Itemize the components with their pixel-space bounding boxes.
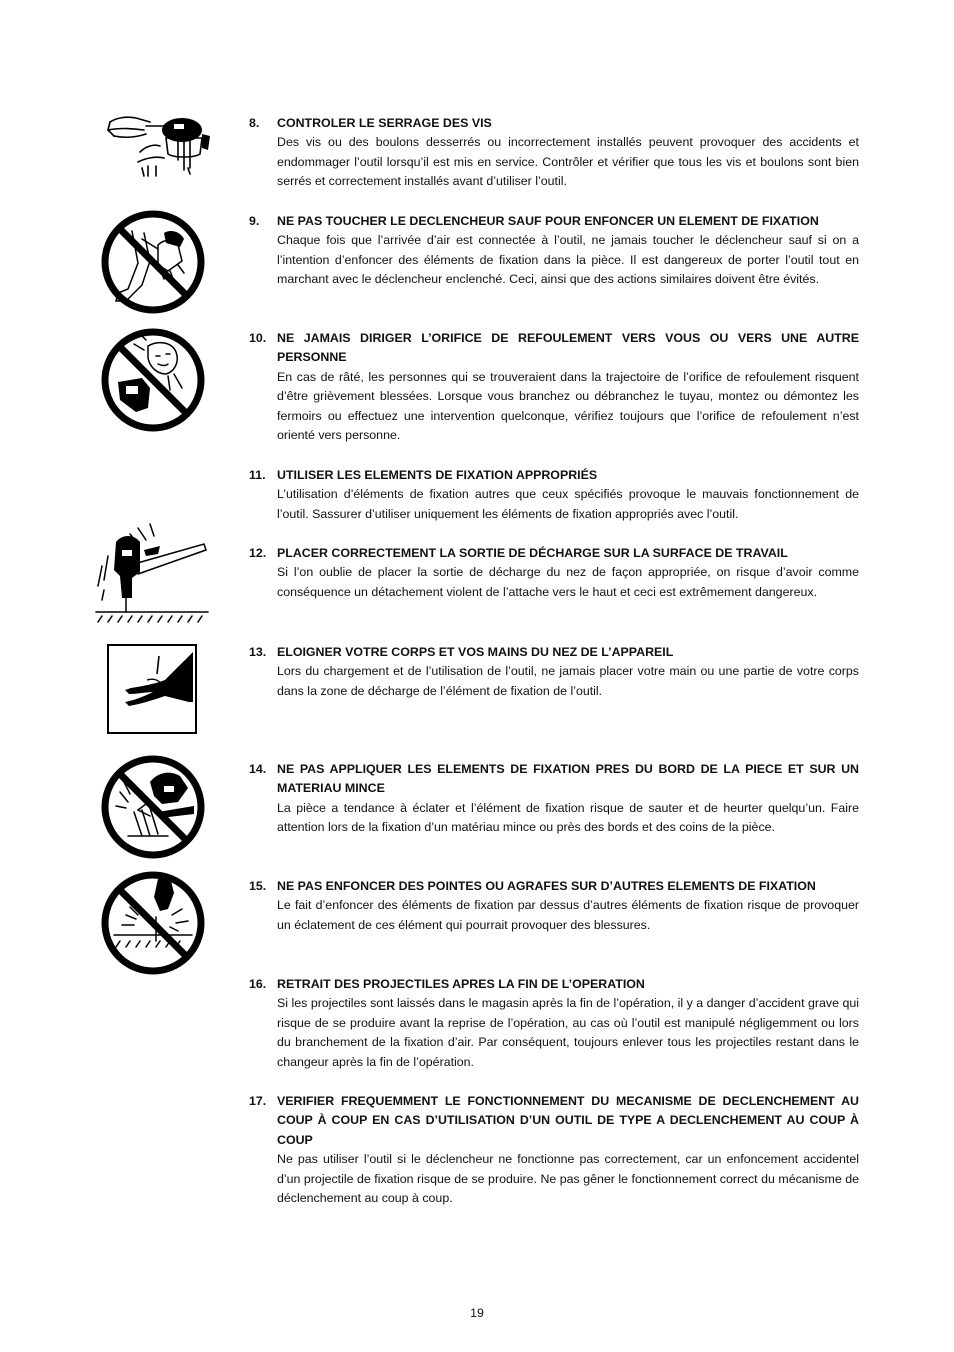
item-body: Chaque fois que l’arrivée d’air est connectée à l’outil, ne jamais toucher le déclencheur sauf si on a l’intention d’enfoncer des éléments de fixation dans la pièce. Il est dangereux de porter l’outil tout en marchant avec le déclencheur enclenché. Ceci, ainsi que des actions similaires doivent être évités. bbox=[277, 233, 859, 287]
item-number: 9. bbox=[249, 214, 260, 228]
item-title: NE PAS ENFONCER DES POINTES OU AGRAFES SUR D’AUTRES ELEMENTS DE FIXATION bbox=[277, 879, 816, 893]
safety-item-13 bbox=[249, 643, 859, 701]
item-body: Si l’on oublie de placer la sortie de décharge du nez de façon appropriée, on risque d’avoir comme conséquence un détachement violent de l’attache vers le haut et ceci est extrêmement dangereux. bbox=[277, 565, 859, 599]
item-number: 11. bbox=[249, 468, 266, 482]
item-number: 12. bbox=[249, 546, 267, 560]
item-body: Lors du chargement et de l’utilisation de l’outil, ne jamais placer votre main ou une partie de votre corps dans la zone de décharge de l’élément de fixation de l’outil. bbox=[277, 664, 859, 698]
item-title: UTILISER LES ELEMENTS DE FIXATION APPROPRIÉS bbox=[277, 468, 598, 482]
item-number: 17. bbox=[249, 1094, 267, 1108]
item-title: VERIFIER FREQUEMMENT LE FONCTIONNEMENT DU MECANISME DE DECLENCHEMENT AU COUP À COUP EN CAS D’UTILISATION D’UN OUTIL DE TYPE A DECLENCHEMENT AU COUP À COUP bbox=[277, 1094, 859, 1147]
item-number: 15. bbox=[249, 879, 267, 893]
item-title: NE PAS TOUCHER LE DECLENCHEUR SAUF POUR ENFONCER UN ELEMENT DE FIXATION bbox=[277, 214, 819, 228]
safety-item-11 bbox=[249, 466, 859, 524]
item-number: 16. bbox=[249, 977, 267, 991]
safety-item-10 bbox=[249, 329, 859, 445]
item-body: Des vis ou des boulons desserrés ou incorrectement installés peuvent provoquer des accidents et endommager l’outil lorsqu’il est mis en service. Contrôler et vérifier que tous les vis et boulons sont bien serrés et correctement installés avant d’utiliser l’outil. bbox=[277, 135, 859, 189]
item-title: ELOIGNER VOTRE CORPS ET VOS MAINS DU NEZ DE L’APPAREIL bbox=[277, 645, 674, 659]
item-body: En cas de râté, les personnes qui se trouveraient dans la trajectoire de l’orifice de refoulement risquent d’être grièvement blessées. Lorsque vous branchez ou débranchez le tuyau, montez ou démontez les fermoirs ou effectuez une intervention quelconque, vérifiez toujours que l’orifice de refoulement n’est orienté vers personne. bbox=[277, 369, 859, 443]
item-title: PLACER CORRECTEMENT LA SORTIE DE DÉCHARGE SUR LA SURFACE DE TRAVAIL bbox=[277, 546, 788, 560]
item-body: L’utilisation d’éléments de fixation autres que ceux spécifiés provoque le mauvais fonctionnement de l’outil. Sassurer d’utiliser uniquement les éléments de fixation appropriés avec l’outil. bbox=[277, 487, 859, 521]
no-edge-thin-material-icon bbox=[98, 752, 208, 862]
item-number: 10. bbox=[249, 331, 267, 345]
no-pointing-at-person-icon bbox=[98, 326, 208, 434]
item-body: Ne pas utiliser l’outil si le déclencheur ne fonctionne pas correctement, car un enfoncement accidentel d’un projectile de fixation risque de se produire. Ne pas gêner le fonctionnement correct du mécanisme de déclenchement au coup à coup. bbox=[277, 1152, 859, 1206]
item-number: 14. bbox=[249, 762, 267, 776]
no-finger-on-trigger-icon bbox=[98, 209, 208, 315]
safety-item-14 bbox=[249, 760, 859, 838]
item-body: Si les projectiles sont laissés dans le magasin après la fin de l’opération, il y a danger d’accident grave qui risque de se produire avant la reprise de l’opération, au cas où l’outil est manipulé négligemment ou lors du branchement de la fixation d’air. Par conséquent, toujours enlever tous les projectiles restant dans le changeur après la fin de l’opération. bbox=[277, 996, 859, 1069]
hand-tightening-screw-icon bbox=[104, 110, 214, 180]
item-number: 8. bbox=[249, 116, 260, 130]
no-nail-over-fastener-icon bbox=[98, 869, 208, 977]
page-number: 19 bbox=[470, 1306, 484, 1320]
safety-item-9 bbox=[249, 212, 859, 290]
safety-item-15 bbox=[249, 877, 859, 935]
item-body: La pièce a tendance à éclater et l’élément de fixation risque de sauter et de heurter quelqu’un. Faire attention lors de la fixation d’un matériau mince ou près des bords et des coins de la pièce. bbox=[277, 800, 859, 835]
item-title: RETRAIT DES PROJECTILES APRES LA FIN DE L’OPERATION bbox=[277, 977, 645, 991]
item-number: 13. bbox=[249, 645, 267, 659]
safety-item-17 bbox=[249, 1092, 859, 1208]
safety-item-16 bbox=[249, 975, 859, 1072]
item-body: Le fait d’enfoncer des éléments de fixation par dessus d’autres éléments de fixation risque de provoquer un éclatement de ces élément qui pourrait provoquer des blessures. bbox=[277, 898, 859, 932]
item-title: NE JAMAIS DIRIGER L’ORIFICE DE REFOULEMENT VERS VOUS OU VERS UNE AUTRE PERSONNE bbox=[277, 331, 859, 365]
item-title: NE PAS APPLIQUER LES ELEMENTS DE FIXATION PRES DU BORD DE LA PIECE ET SUR UN MATERIAU MINCE bbox=[277, 762, 859, 796]
safety-item-12 bbox=[249, 544, 859, 602]
hand-near-nose-warning-icon bbox=[107, 644, 199, 736]
safety-item-8 bbox=[249, 114, 859, 192]
item-title: CONTROLER LE SERRAGE DES VIS bbox=[277, 116, 492, 130]
nailer-on-work-surface-icon bbox=[94, 520, 210, 624]
